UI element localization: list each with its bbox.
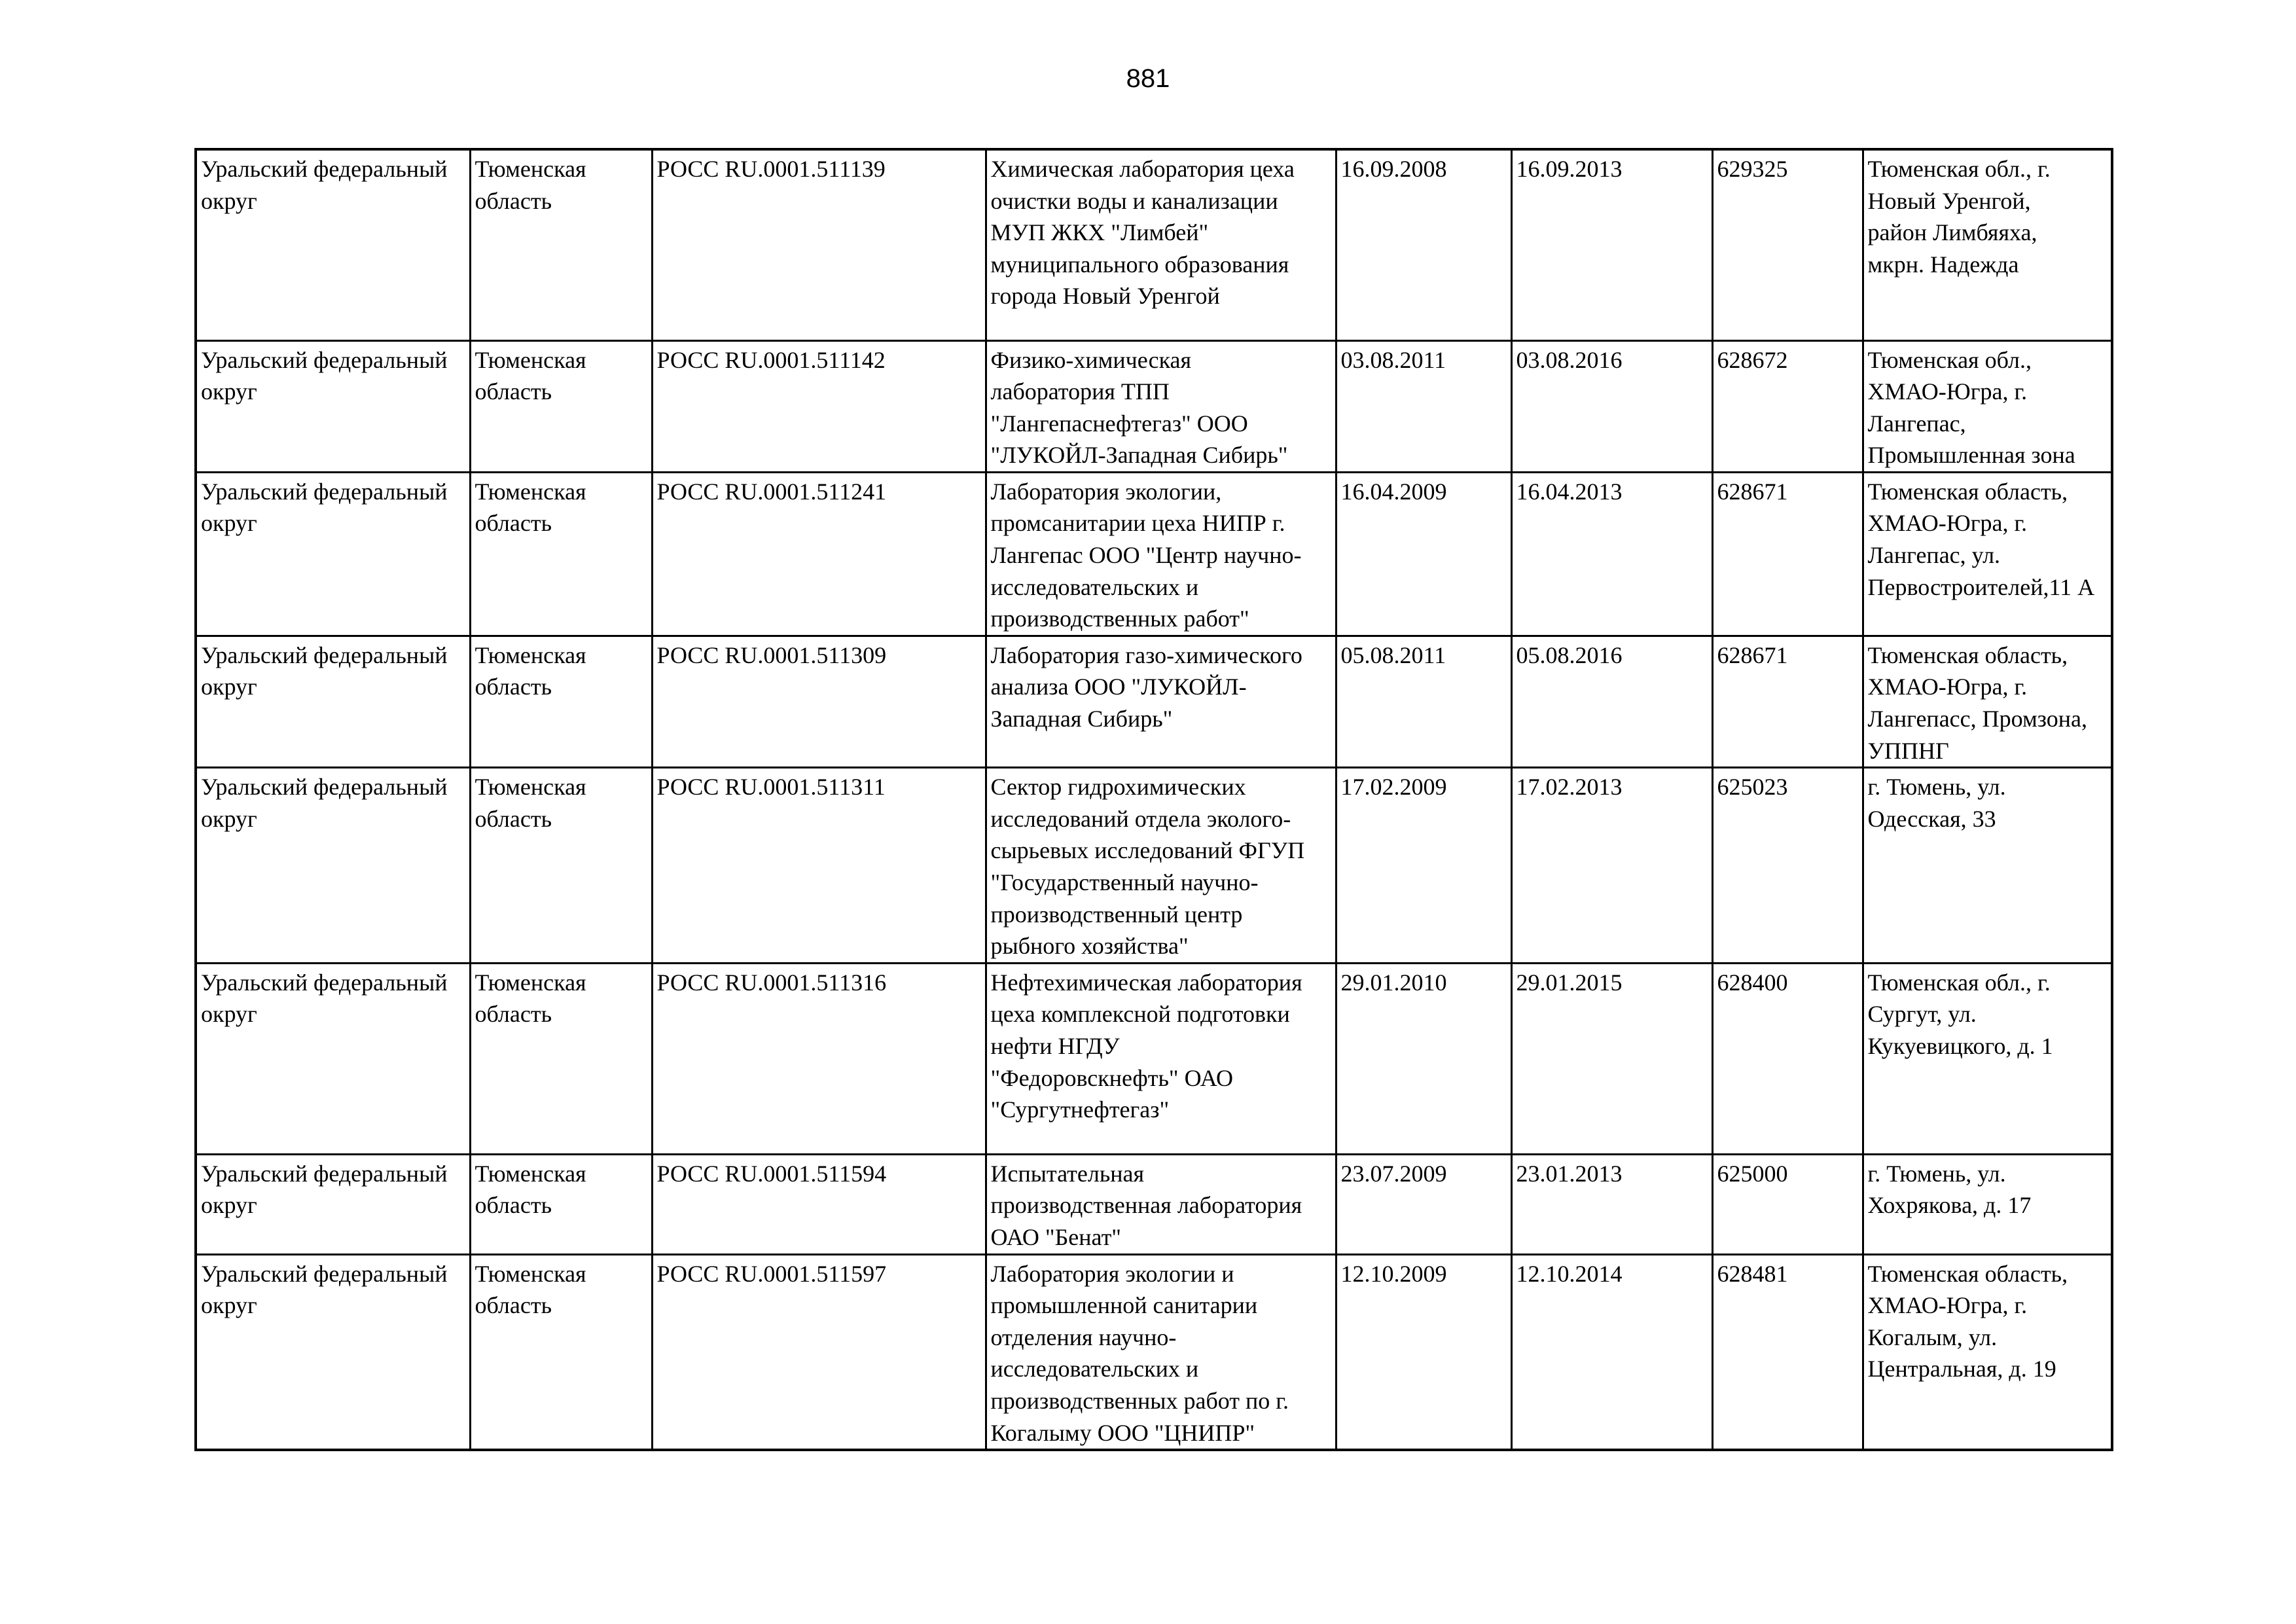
cell-district: Уральский федеральный округ — [196, 149, 470, 340]
cell-address: Тюменская обл., г. Новый Уренгой, район Лимбяяха, мкрн. Надежда — [1863, 149, 2112, 340]
cell-district: Уральский федеральный округ — [196, 1254, 470, 1450]
table-row — [196, 1154, 2112, 1254]
cell-district: Уральский федеральный округ — [196, 636, 470, 767]
cell-valid-to: 16.09.2013 — [1511, 149, 1712, 340]
cell-region: Тюменская область — [470, 1254, 652, 1450]
cell-region: Тюменская область — [470, 472, 652, 636]
cell-valid-from: 12.10.2009 — [1336, 1254, 1511, 1450]
cell-certificate: РОСС RU.0001.511316 — [652, 963, 986, 1154]
cell-valid-to: 03.08.2016 — [1511, 340, 1712, 472]
table-row — [196, 149, 2112, 340]
cell-certificate: РОСС RU.0001.511139 — [652, 149, 986, 340]
cell-valid-to: 29.01.2015 — [1511, 963, 1712, 1154]
cell-organization: Сектор гидрохимических исследований отдела эколого- сырьевых исследований ФГУП "Государственный научно- производственный центр рыбного хозяйства" — [986, 768, 1336, 964]
table-row — [196, 768, 2112, 964]
cell-postal-code: 625023 — [1712, 768, 1863, 964]
cell-valid-from: 05.08.2011 — [1336, 636, 1511, 767]
cell-valid-to: 12.10.2014 — [1511, 1254, 1712, 1450]
cell-district: Уральский федеральный округ — [196, 472, 470, 636]
cell-certificate: РОСС RU.0001.511594 — [652, 1154, 986, 1254]
cell-valid-from: 29.01.2010 — [1336, 963, 1511, 1154]
cell-organization: Лаборатория газо-химического анализа ООО "ЛУКОЙЛ- Западная Сибирь" — [986, 636, 1336, 767]
cell-valid-from: 16.04.2009 — [1336, 472, 1511, 636]
laboratory-registry-table — [194, 148, 2113, 1451]
cell-valid-from: 03.08.2011 — [1336, 340, 1511, 472]
cell-valid-to: 17.02.2013 — [1511, 768, 1712, 964]
cell-organization: Лаборатория экологии и промышленной санитарии отделения научно- исследовательских и производственных работ по г. Когалыму ООО "ЦНИПР" — [986, 1254, 1336, 1450]
cell-address: г. Тюмень, ул. Одесская, 33 — [1863, 768, 2112, 964]
cell-organization: Химическая лаборатория цеха очистки воды и канализации МУП ЖКХ "Лимбей" муниципального образования города Новый Уренгой — [986, 149, 1336, 340]
cell-certificate: РОСС RU.0001.511142 — [652, 340, 986, 472]
cell-region: Тюменская область — [470, 636, 652, 767]
cell-valid-from: 17.02.2009 — [1336, 768, 1511, 964]
cell-address: г. Тюмень, ул. Хохрякова, д. 17 — [1863, 1154, 2112, 1254]
cell-region: Тюменская область — [470, 963, 652, 1154]
table-row — [196, 636, 2112, 767]
cell-postal-code: 629325 — [1712, 149, 1863, 340]
cell-address: Тюменская обл., г. Сургут, ул. Кукуевицкого, д. 1 — [1863, 963, 2112, 1154]
cell-valid-to: 23.01.2013 — [1511, 1154, 1712, 1254]
cell-district: Уральский федеральный округ — [196, 1154, 470, 1254]
cell-district: Уральский федеральный округ — [196, 340, 470, 472]
cell-certificate: РОСС RU.0001.511241 — [652, 472, 986, 636]
cell-address: Тюменская область, ХМАО-Югра, г. Лангепас, ул. Первостроителей,11 А — [1863, 472, 2112, 636]
cell-region: Тюменская область — [470, 768, 652, 964]
cell-organization: Лаборатория экологии, промсанитарии цеха НИПР г. Лангепас ООО "Центр научно- исследовательских и производственных работ" — [986, 472, 1336, 636]
cell-postal-code: 628481 — [1712, 1254, 1863, 1450]
cell-organization: Нефтехимическая лаборатория цеха комплексной подготовки нефти НГДУ "Федоровскнефть" ОАО "Сургутнефтегаз" — [986, 963, 1336, 1154]
page-number: 881 — [1126, 64, 1170, 93]
cell-region: Тюменская область — [470, 340, 652, 472]
table-row — [196, 472, 2112, 636]
cell-certificate: РОСС RU.0001.511309 — [652, 636, 986, 767]
cell-postal-code: 625000 — [1712, 1154, 1863, 1254]
cell-postal-code: 628671 — [1712, 636, 1863, 767]
cell-organization: Физико-химическая лаборатория ТПП "Лангепаснефтегаз" ООО "ЛУКОЙЛ-Западная Сибирь" — [986, 340, 1336, 472]
cell-address: Тюменская обл., ХМАО-Югра, г. Лангепас, Промышленная зона — [1863, 340, 2112, 472]
cell-certificate: РОСС RU.0001.511311 — [652, 768, 986, 964]
cell-postal-code: 628400 — [1712, 963, 1863, 1154]
cell-valid-to: 16.04.2013 — [1511, 472, 1712, 636]
cell-address: Тюменская область, ХМАО-Югра, г. Когалым, ул. Центральная, д. 19 — [1863, 1254, 2112, 1450]
cell-district: Уральский федеральный округ — [196, 768, 470, 964]
cell-valid-from: 23.07.2009 — [1336, 1154, 1511, 1254]
cell-valid-from: 16.09.2008 — [1336, 149, 1511, 340]
table-row — [196, 340, 2112, 472]
table-row — [196, 963, 2112, 1154]
cell-address: Тюменская область, ХМАО-Югра, г. Лангепасс, Промзона, УППНГ — [1863, 636, 2112, 767]
cell-organization: Испытательная производственная лаборатория ОАО "Бенат" — [986, 1154, 1336, 1254]
table-row — [196, 1254, 2112, 1450]
cell-region: Тюменская область — [470, 1154, 652, 1254]
cell-postal-code: 628672 — [1712, 340, 1863, 472]
cell-certificate: РОСС RU.0001.511597 — [652, 1254, 986, 1450]
cell-district: Уральский федеральный округ — [196, 963, 470, 1154]
cell-valid-to: 05.08.2016 — [1511, 636, 1712, 767]
cell-postal-code: 628671 — [1712, 472, 1863, 636]
cell-region: Тюменская область — [470, 149, 652, 340]
